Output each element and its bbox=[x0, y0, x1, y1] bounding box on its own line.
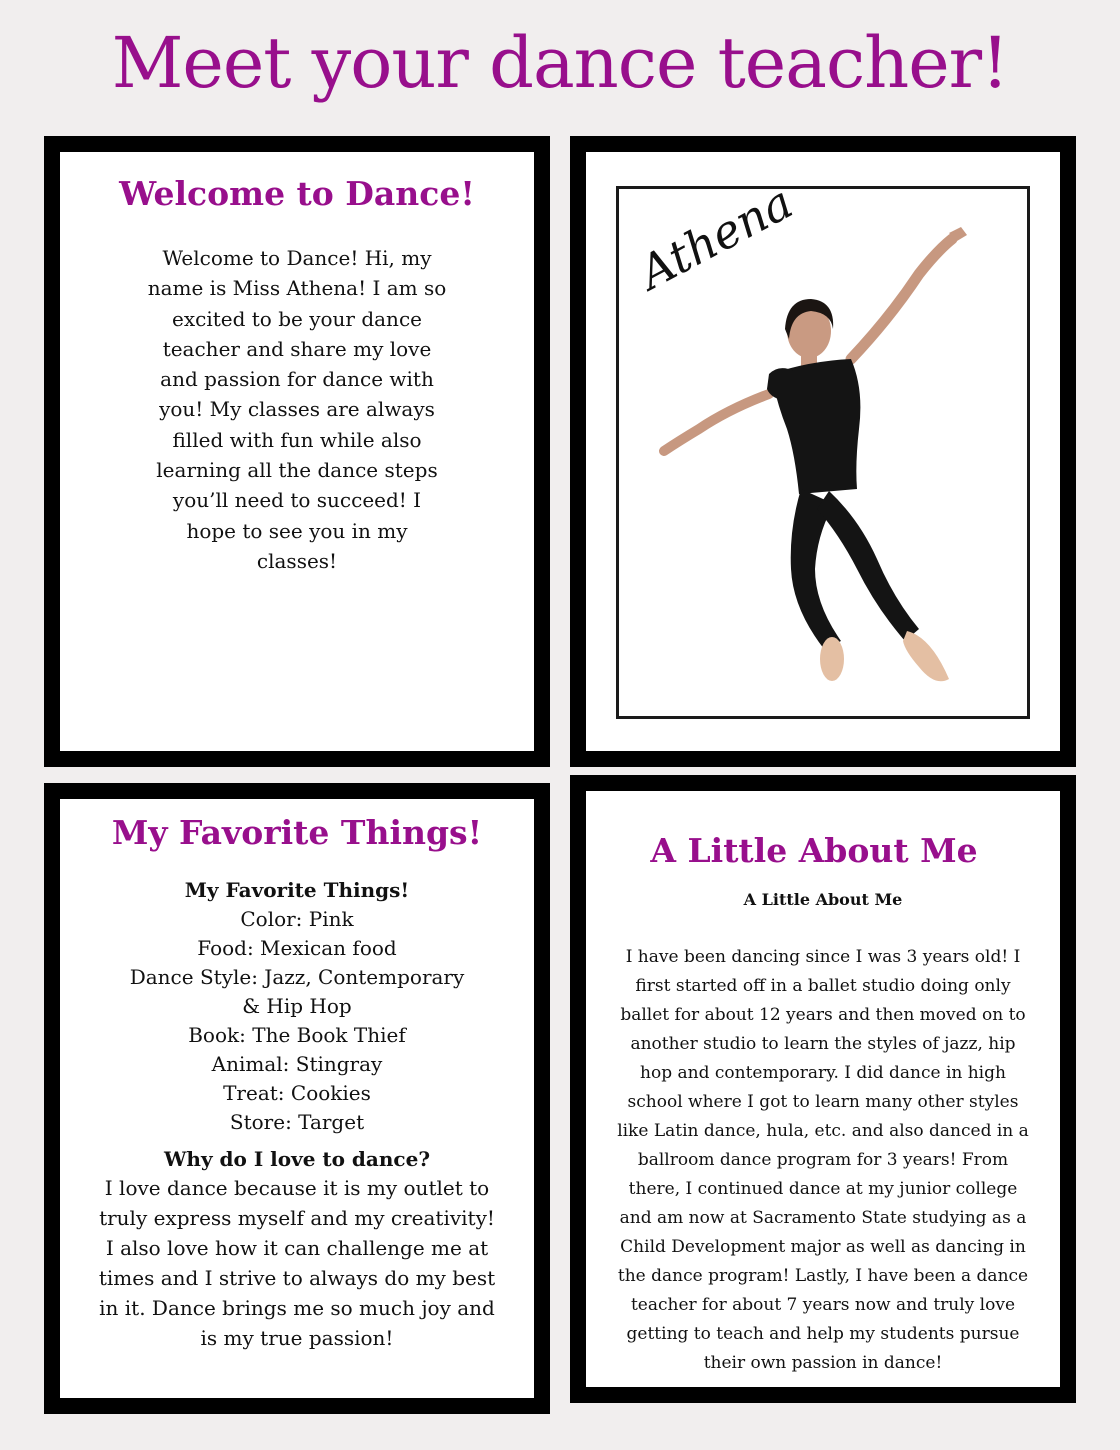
favorite-item: Dance Style: Jazz, Contemporary & Hip Hop bbox=[129, 965, 465, 1018]
about-heading: A Little About Me bbox=[650, 831, 978, 870]
favorites-list bbox=[60, 876, 534, 1137]
favorite-item: Color: Pink bbox=[240, 907, 354, 931]
page-title: Meet your dance teacher! bbox=[111, 22, 1009, 104]
favorites-panel-content bbox=[60, 799, 534, 1398]
welcome-panel-content bbox=[60, 152, 534, 751]
photo-frame bbox=[616, 174, 1030, 719]
about-body: I have been dancing since I was 3 years old! I first started off in a ballet studio doing only ballet for about 12 years and then moved on to another studio to learn the styles of jazz, hip hop and contemporary. I did dance in high school where I got to learn many other styles like Latin dance, hula, etc. and also danced in a ballroom dance program for 3 years! From there, I continued dance at my junior college and am now at Sacramento State studying as a Child Development major as well as dancing in the dance program! Lastly, I have been a dance teacher for about 7 years now and truly love getting to teach and help my students pursue their own passion in dance! bbox=[617, 947, 1029, 1373]
photo-panel-content bbox=[586, 152, 1060, 751]
favorites-list-title: My Favorite Things! bbox=[184, 878, 410, 902]
favorite-item: Book: The Book Thief bbox=[188, 1023, 406, 1047]
why-dance-body: I love dance because it is my outlet to truly express myself and my creativity! I also love how it can challenge me at times and I strive to always do my best in it. Dance brings me so much joy and is my true passion! bbox=[98, 1176, 496, 1350]
favorite-item: Animal: Stingray bbox=[211, 1052, 383, 1076]
signature: Athena bbox=[630, 174, 802, 300]
favorite-item: Treat: Cookies bbox=[223, 1081, 371, 1105]
welcome-panel bbox=[44, 136, 550, 767]
why-dance-title: Why do I love to dance? bbox=[163, 1147, 431, 1171]
welcome-body: Welcome to Dance! Hi, my name is Miss Athena! I am so excited to be your dance teacher and share my love and passion for dance with you! My classes are always filled with fun while also learning all the dance steps you’ll need to succeed! I hope to see you in my classes! bbox=[147, 246, 447, 573]
about-subheading: A Little About Me bbox=[743, 890, 903, 909]
favorite-item: Food: Mexican food bbox=[197, 936, 397, 960]
about-panel-content bbox=[586, 791, 1060, 1387]
favorite-item: Store: Target bbox=[229, 1110, 365, 1134]
photo-panel bbox=[570, 136, 1076, 767]
favorites-heading: My Favorite Things! bbox=[111, 813, 483, 852]
favorites-panel bbox=[44, 783, 550, 1414]
welcome-heading: Welcome to Dance! bbox=[119, 174, 475, 213]
about-panel bbox=[570, 775, 1076, 1403]
